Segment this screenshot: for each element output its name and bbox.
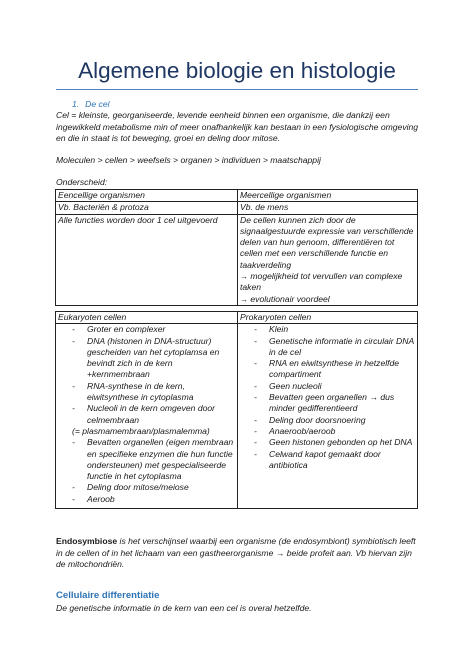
table-cell: Alle functies worden door 1 cel uitgevoerd	[56, 214, 238, 305]
table-row	[56, 214, 418, 305]
table-cell	[56, 324, 238, 509]
arrow-line	[240, 271, 415, 294]
list-item: - Nucleoli in de kern omgeven door celmembraan	[58, 403, 235, 426]
table-row	[56, 324, 418, 509]
list-item: - Bevatten organellen (eigen membraan en specifieke enzymen die hun functie ondersteunen) met gespecialiseerde functie in het cytoplasma	[58, 437, 235, 482]
table-row	[56, 190, 418, 202]
arrow-right-icon: →	[240, 272, 248, 282]
list-item: - Aeroob	[58, 494, 235, 505]
table-header-cell: Prokaryoten cellen	[238, 312, 418, 324]
table-header-cell: Eencellige organismen	[56, 190, 238, 202]
uni-multicellular-table	[55, 189, 418, 306]
endosymbiose-term: Endosymbiose	[56, 536, 118, 546]
table-cell	[238, 324, 418, 509]
arrow-text: evolutionair voordeel	[250, 293, 330, 304]
list-item: - DNA (histonen in DNA-structuur) gescheiden van het cytoplamsa en bevindt zich in de kern +kernmembraan	[58, 336, 235, 381]
differentiatie-text: De genetische informatie in de kern van een cel is overal hetzelfde.	[56, 603, 312, 613]
list-item: - Deling door mitose/meiose	[58, 482, 235, 493]
list-note: (= plasmamembraan/plasmalemma)	[72, 425, 210, 436]
list-item: - Groter en complexer	[58, 324, 235, 335]
table-cell: Vb. Bacteriën & protoza	[56, 202, 238, 214]
list-item: - RNA-synthese in de kern, eiwitsynthese in cytoplasma	[58, 381, 235, 404]
list-item: - Celwand kapot gemaakt door antibiotica	[240, 449, 415, 472]
table-cell	[238, 214, 418, 305]
table-cell: Vb. de mens	[238, 202, 418, 214]
arrow-text: mogelijkheid tot vervullen van complexe taken	[240, 271, 403, 293]
table-header-cell: Eukaryoten cellen	[56, 312, 238, 324]
list-item: - RNA en eiwitsynthese in hetzelfde compartiment	[240, 358, 415, 381]
list-item: - Genetische informatie in circulair DNA in de cel	[240, 336, 415, 359]
onderscheid-label: Onderscheid:	[56, 177, 108, 187]
endosymbiose-text: is het verschijnsel waarbij een organisme (de endosymbiont) symbiotisch leeft in de cellen of in het lichaam van een gastheerorganisme → beide profeit aan. Vb hiervan zijn de mitochondriën.	[56, 536, 416, 570]
list-item: - Bevatten geen organellen → dus minder gedifferentieerd	[240, 392, 415, 415]
table-row	[56, 202, 418, 214]
organization-hierarchy: Moleculen > cellen > weefsels > organen > individuen > maatschappij	[56, 155, 321, 165]
table-header-cell: Meercellige organismen	[238, 190, 418, 202]
list-item: - Anaeroob/aeroob	[240, 426, 415, 437]
list-item: - Geen nucleoli	[240, 381, 415, 392]
list-item: - Deling door doorsnoering	[240, 415, 415, 426]
eukaryote-list-continued	[58, 437, 235, 505]
arrow-line	[240, 294, 415, 305]
section-heading-cellulaire-differentiatie: Cellulaire differentiatie	[56, 590, 160, 601]
section-number: 1.	[72, 99, 80, 109]
page-title: Algemene biologie en histologie	[78, 58, 396, 83]
cell-definition: Cel = kleinste, georganiseerde, levende eenheid binnen een organisme, die dankzij een ingewikkeld metabolisme min of meer onafhankelijk kan bestaan in een fysiologische omgeving en die in staat is tot beweging, groei en deling door mitose.	[56, 110, 419, 144]
list-item: - Geen histonen gebonden op het DNA	[240, 437, 415, 448]
multicellular-description: De cellen kunnen zich door de signaalgestuurde expressie van verschillende delen van hun genoom, differentiëren tot cellen met een verschillende functie en taakverdeling	[240, 214, 414, 270]
arrow-right-icon: →	[240, 294, 248, 304]
list-item: - Klein	[240, 324, 415, 335]
eukaryote-list	[58, 324, 235, 426]
title-underline	[56, 89, 418, 90]
table-row	[56, 312, 418, 324]
prokaryote-list	[240, 324, 415, 471]
eukaryote-prokaryote-table	[55, 311, 418, 509]
section-heading-de-cel	[72, 99, 110, 109]
endosymbiose-paragraph	[56, 536, 421, 571]
section-title: De cel	[85, 99, 110, 109]
